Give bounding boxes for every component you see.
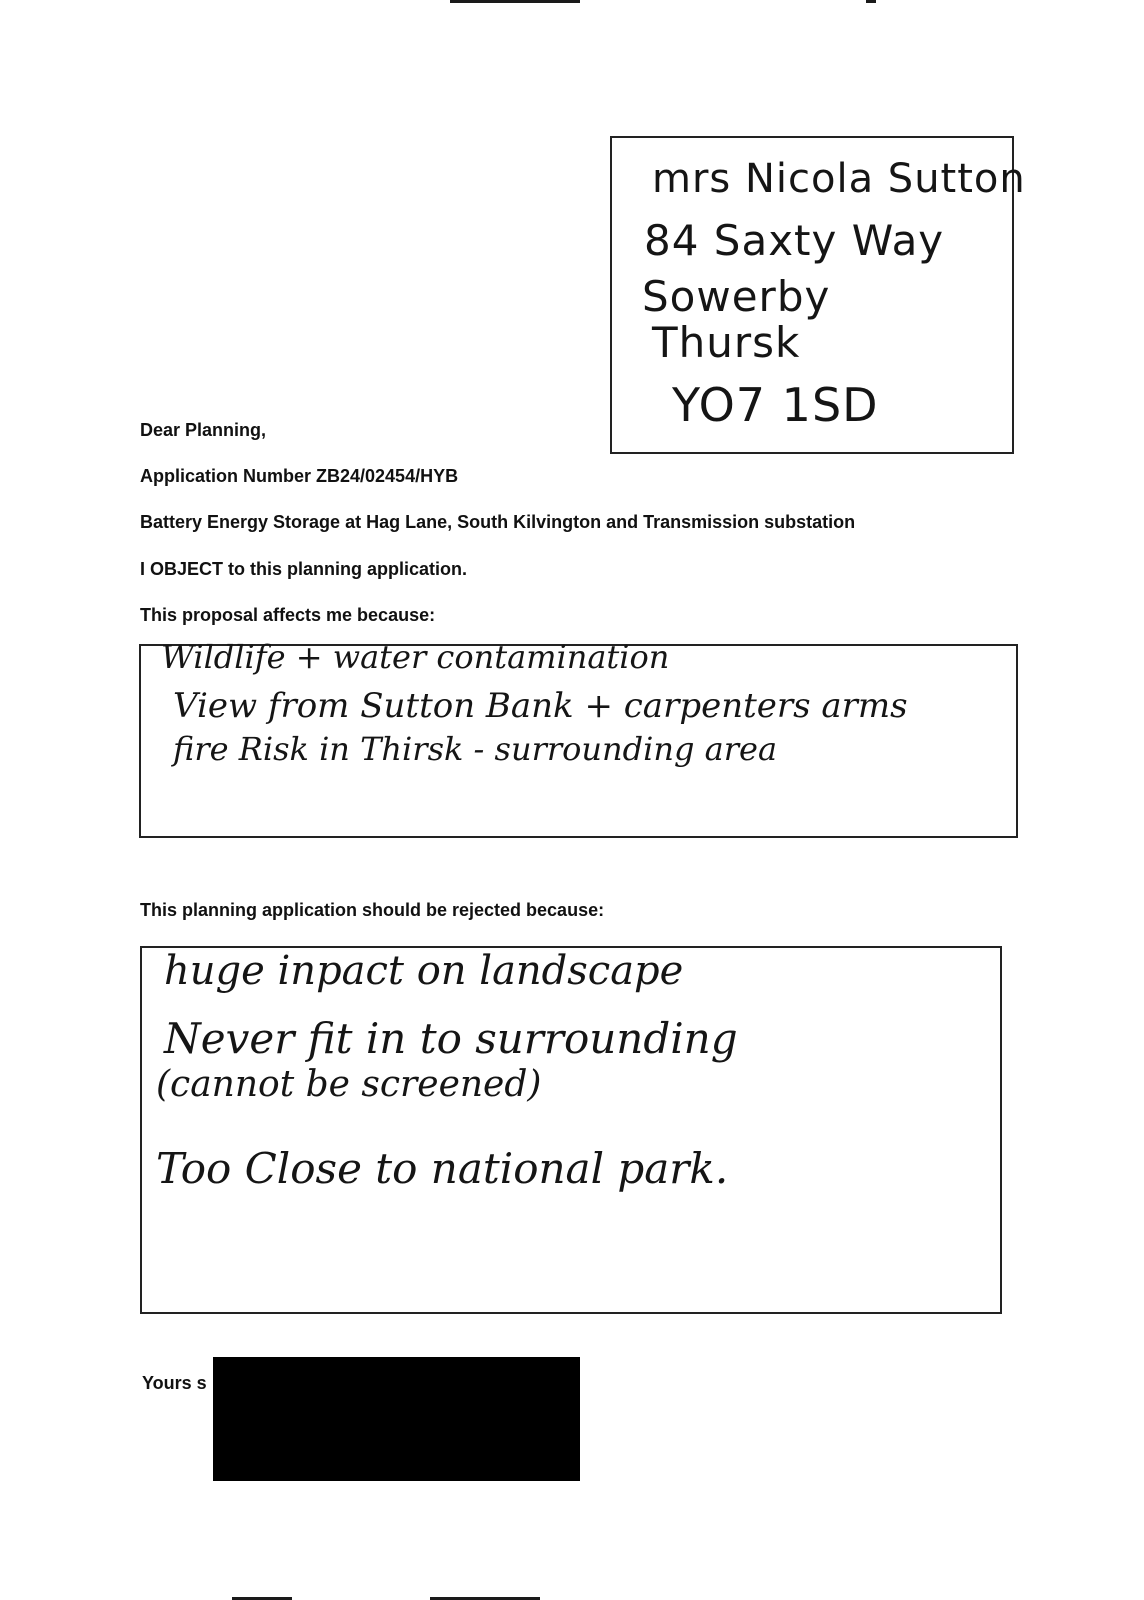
affects-answer-box (139, 638, 1018, 838)
address-name: mrs Nicola Sutton (652, 156, 1026, 202)
redaction-block (213, 1357, 580, 1481)
closing-text: Yours s (142, 1373, 207, 1393)
affects-line-1: Wildlife + water contamination (161, 638, 670, 676)
rejected-answer-box (140, 946, 1002, 1314)
affects-line-2: View from Sutton Bank + carpenters arms (173, 686, 908, 726)
subject-line: Battery Energy Storage at Hag Lane, South Kilvington and Transmission substation (140, 512, 856, 532)
rejected-line-2: Never fit in to surrounding (164, 1014, 738, 1063)
objection-statement: I OBJECT to this planning application. (140, 559, 468, 579)
application-number: Application Number ZB24/02454/HYB (140, 466, 459, 486)
rejected-line-1: huge inpact on landscape (164, 948, 684, 994)
rejected-heading: This planning application should be rejected because: (140, 900, 605, 920)
rejected-line-4: Too Close to national park. (156, 1144, 729, 1193)
scan-artifact-top (450, 0, 580, 3)
address-street: 84 Saxty Way (644, 216, 945, 265)
address-box (610, 136, 1026, 454)
salutation: Dear Planning, (140, 420, 267, 440)
scan-artifact-top-right (866, 0, 876, 3)
rejected-line-3: (cannot be screened) (156, 1064, 542, 1105)
address-village: Sowerby (642, 272, 831, 321)
address-postcode: YO7 1SD (672, 378, 879, 432)
affects-heading: This proposal affects me because: (140, 605, 436, 625)
affects-line-3: fire Risk in Thirsk - surrounding area (173, 730, 778, 768)
address-town: Thursk (652, 318, 801, 367)
